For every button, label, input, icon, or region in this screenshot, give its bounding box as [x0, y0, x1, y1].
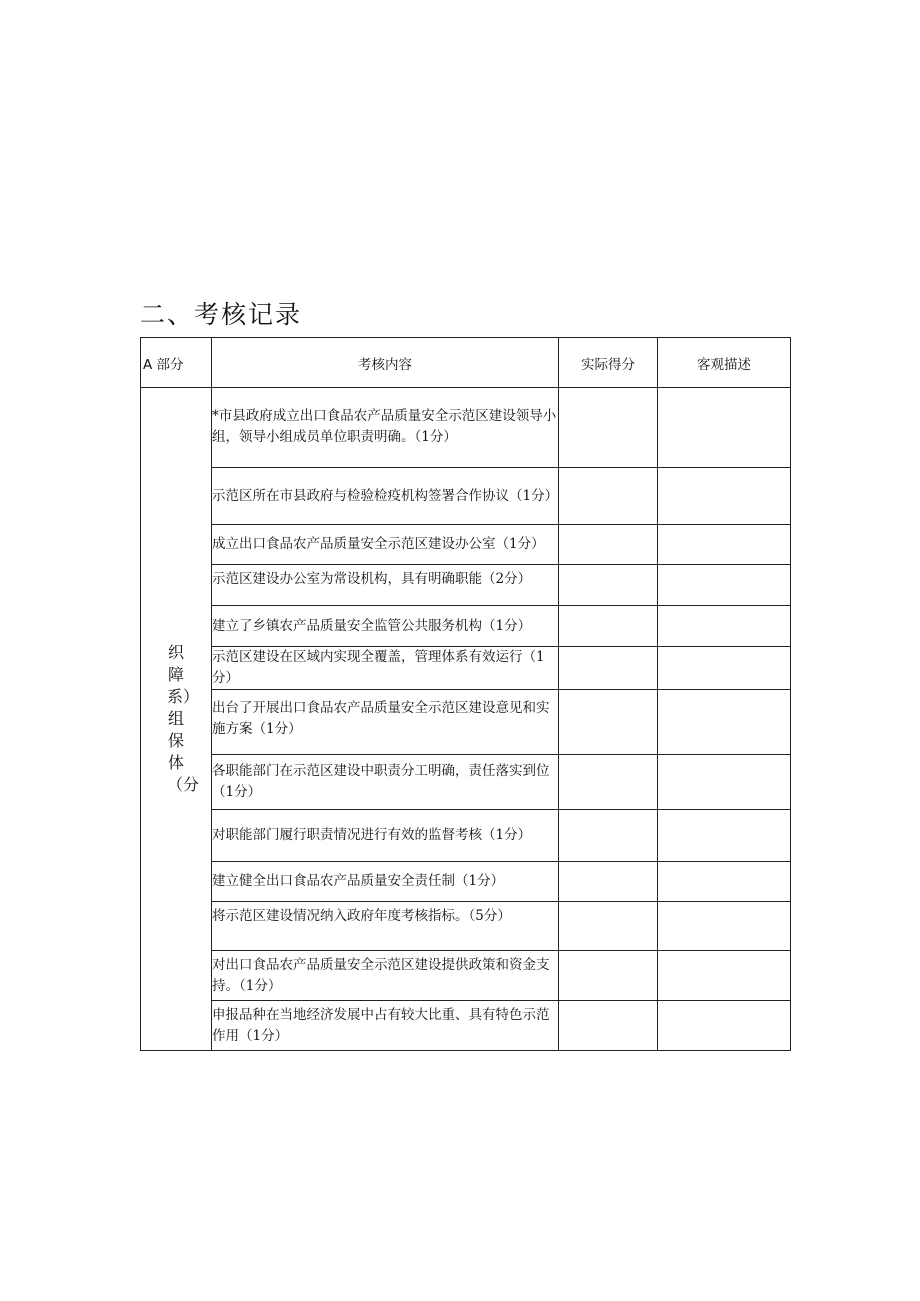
header-description: 客观描述	[658, 338, 791, 388]
score-cell[interactable]	[559, 525, 658, 565]
table-row	[141, 647, 791, 690]
description-cell[interactable]	[658, 606, 791, 647]
table-header-row	[141, 338, 791, 388]
content-cell: 对职能部门履行职责情况进行有效的监督考核（1分）	[212, 810, 559, 862]
table-row	[141, 810, 791, 862]
header-content: 考核内容	[212, 338, 559, 388]
score-cell[interactable]	[559, 902, 658, 951]
score-cell[interactable]	[559, 388, 658, 468]
content-cell: 示范区建设在区域内实现全覆盖，管理体系有效运行（1分）	[212, 647, 559, 690]
content-cell: 各职能部门在示范区建设中职责分工明确，责任落实到位（1分）	[212, 755, 559, 810]
category-cell	[141, 388, 212, 1051]
content-cell: 示范区所在市县政府与检验检疫机构签署合作协议（1分）	[212, 468, 559, 525]
table-row	[141, 606, 791, 647]
table-row	[141, 525, 791, 565]
content-cell: 成立出口食品农产品质量安全示范区建设办公室（1分）	[212, 525, 559, 565]
table-row	[141, 902, 791, 951]
score-cell[interactable]	[559, 690, 658, 755]
table-row	[141, 1001, 791, 1051]
description-cell[interactable]	[658, 690, 791, 755]
score-cell[interactable]	[559, 1001, 658, 1051]
description-cell[interactable]	[658, 810, 791, 862]
content-cell: 建立了乡镇农产品质量安全监管公共服务机构（1分）	[212, 606, 559, 647]
content-cell: 出台了开展出口食品农产品质量安全示范区建设意见和实施方案（1分）	[212, 690, 559, 755]
table-row	[141, 565, 791, 606]
content-cell: 申报品种在当地经济发展中占有较大比重、具有特色示范作用（1分）	[212, 1001, 559, 1051]
description-cell[interactable]	[658, 755, 791, 810]
score-cell[interactable]	[559, 468, 658, 525]
description-cell[interactable]	[658, 647, 791, 690]
score-cell[interactable]	[559, 647, 658, 690]
description-cell[interactable]	[658, 1001, 791, 1051]
content-cell: *市县政府成立出口食品农产品质量安全示范区建设领导小组，领导小组成员单位职责明确。（1分）	[212, 388, 559, 468]
header-part: A 部分	[141, 338, 212, 388]
description-cell[interactable]	[658, 468, 791, 525]
category-label: 织障系）组保体（分	[167, 643, 200, 794]
score-cell[interactable]	[559, 606, 658, 647]
content-cell: 对出口食品农产品质量安全示范区建设提供政策和资金支持。（1分）	[212, 951, 559, 1001]
score-cell[interactable]	[559, 951, 658, 1001]
description-cell[interactable]	[658, 388, 791, 468]
content-cell: 将示范区建设情况纳入政府年度考核指标。（5分）	[212, 902, 559, 951]
header-score: 实际得分	[559, 338, 658, 388]
table-row	[141, 862, 791, 902]
content-cell: 示范区建设办公室为常设机构，具有明确职能（2分）	[212, 565, 559, 606]
table-row	[141, 755, 791, 810]
content-cell: 建立健全出口食品农产品质量安全责任制（1分）	[212, 862, 559, 902]
score-cell[interactable]	[559, 565, 658, 606]
description-cell[interactable]	[658, 951, 791, 1001]
score-cell[interactable]	[559, 755, 658, 810]
score-cell[interactable]	[559, 810, 658, 862]
table-row	[141, 690, 791, 755]
table-row	[141, 951, 791, 1001]
section-title: 二、考核记录	[140, 300, 303, 329]
table-row	[141, 388, 791, 468]
description-cell[interactable]	[658, 902, 791, 951]
score-cell[interactable]	[559, 862, 658, 902]
description-cell[interactable]	[658, 525, 791, 565]
table-row	[141, 468, 791, 525]
assessment-table	[140, 337, 791, 1051]
description-cell[interactable]	[658, 565, 791, 606]
description-cell[interactable]	[658, 862, 791, 902]
